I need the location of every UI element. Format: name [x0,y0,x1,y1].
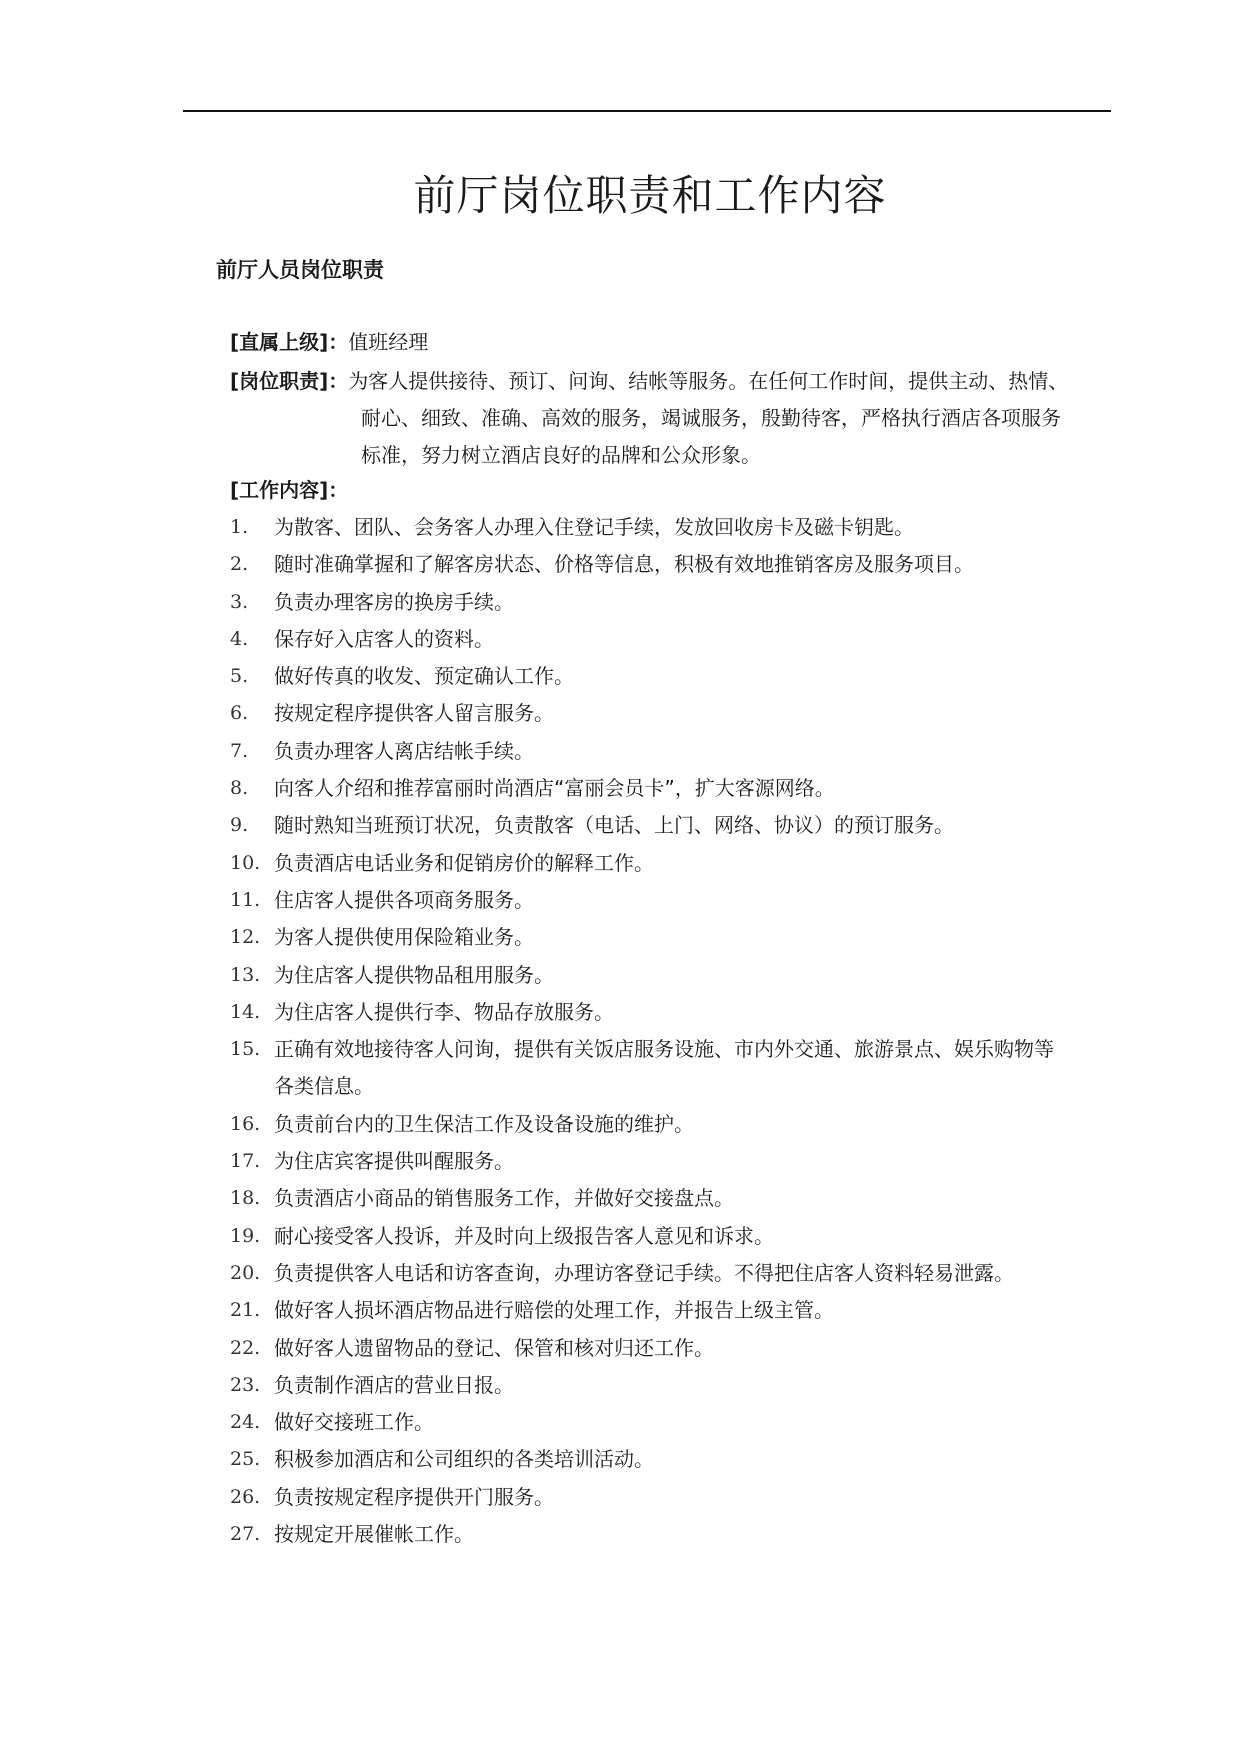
work-item-number: 8. [230,777,249,800]
work-item [230,1330,1054,1367]
job-duties-first-line [230,363,1068,400]
work-item-text: 为散客、团队、会务客人办理入住登记手续，发放回收房卡及磁卡钥匙。 [274,515,914,539]
work-item-number: 11. [230,888,261,911]
work-item [230,1479,1054,1516]
work-item-number: 25. [230,1448,261,1471]
work-item-number: 27. [230,1523,261,1546]
job-duties-block [230,363,1068,474]
work-item-number: 10. [230,851,261,874]
work-item-number: 4. [230,627,249,650]
work-item [230,733,1054,770]
work-item-text-continued: 各类信息。 [274,1074,374,1099]
work-item-number: 21. [230,1299,261,1322]
work-item-number: 9. [230,814,249,837]
work-item-number: 7. [230,739,249,762]
work-item-text: 做好客人损坏酒店物品进行赔偿的处理工作，并报告上级主管。 [274,1298,834,1323]
work-item-text: 负责前台内的卫生保洁工作及设备设施的维护。 [274,1111,694,1136]
header-rule [183,110,1111,112]
work-item-number: 2. [230,553,249,576]
work-item [230,1255,1054,1292]
work-item-text: 负责酒店电话业务和促销房价的解释工作。 [274,850,654,875]
work-item [230,957,1054,994]
work-item-text: 做好传真的收发、预定确认工作。 [274,664,574,689]
work-item [230,1106,1054,1143]
work-item-number: 6. [230,702,249,725]
work-item [230,1367,1054,1404]
work-item [230,1404,1054,1441]
work-item-number: 3. [230,590,249,613]
work-item-text: 耐心接受客人投诉，并及时向上级报告客人意见和诉求。 [274,1223,774,1248]
work-item-text: 随时熟知当班预订状况，负责散客（电话、上门、网络、协议）的预订服务。 [274,813,954,838]
work-item [230,919,1054,956]
work-item-number: 12. [230,926,261,949]
work-item [230,994,1054,1031]
work-item [230,1031,1054,1106]
work-item-number: 16. [230,1112,261,1135]
work-item-text: 随时准确掌握和了解客房状态、价格等信息，积极有效地推销客房及服务项目。 [274,552,974,577]
document-title: 前厅岗位职责和工作内容 [413,171,887,220]
work-item-text: 为住店宾客提供叫醒服务。 [274,1149,514,1174]
work-item [230,845,1054,882]
work-item [230,509,1054,546]
work-item-text: 按规定程序提供客人留言服务。 [274,701,554,726]
work-item [230,807,1054,844]
work-item-text: 负责按规定程序提供开门服务。 [274,1484,554,1509]
work-item-number: 22. [230,1336,261,1359]
work-content-row [230,472,348,509]
work-item [230,658,1054,695]
job-duties-text-line-1: 为客人提供接待、预订、问询、结帐等服务。在任何工作时间，提供主动、热情、 [348,369,1069,393]
work-item-number: 23. [230,1373,261,1396]
work-item-text: 为住店客人提供物品租用服务。 [274,962,554,987]
work-item-number: 18. [230,1187,261,1210]
work-item-text: 正确有效地接待客人问询，提供有关饭店服务设施、市内外交通、旅游景点、娱乐购物等 [274,1037,1054,1062]
job-duties-text-line-2: 耐心、细致、准确、高效的服务，竭诚服务，殷勤待客，严格执行酒店各项服务 [361,406,1061,430]
work-item [230,621,1054,658]
work-item-text: 做好客人遗留物品的登记、保管和核对归还工作。 [274,1335,714,1360]
work-item [230,1143,1054,1180]
work-item [230,584,1054,621]
work-item [230,695,1054,732]
work-item [230,882,1054,919]
work-item-number: 17. [230,1150,261,1173]
work-item [230,1441,1054,1478]
work-content-label: [工作内容]： [230,478,349,502]
work-item [230,1516,1054,1553]
work-item-number: 5. [230,665,249,688]
work-item-text: 为客人提供使用保险箱业务。 [274,925,534,950]
work-item [230,1180,1054,1217]
work-item [230,546,1054,583]
work-item-text: 按规定开展催帐工作。 [274,1522,474,1547]
work-item-text: 负责提供客人电话和访客查询，办理访客登记手续。不得把住店客人资料轻易泄露。 [274,1260,1014,1285]
work-item-number: 19. [230,1224,261,1247]
work-item-text: 负责办理客人离店结帐手续。 [274,738,534,763]
work-item-text: 保存好入店客人的资料。 [274,626,494,651]
work-content-list [230,509,1054,1553]
work-item-number: 13. [230,963,261,986]
job-duties-label: [岗位职责]： [230,369,349,393]
work-item-text: 住店客人提供各项商务服务。 [274,887,534,912]
work-item-text: 负责酒店小商品的销售服务工作，并做好交接盘点。 [274,1186,734,1211]
work-item-text: 积极参加酒店和公司组织的各类培训活动。 [274,1447,654,1472]
job-duties-text-line-3: 标准，努力树立酒店良好的品牌和公众形象。 [361,443,761,467]
work-item [230,770,1054,807]
work-item-text: 向客人介绍和推荐富丽时尚酒店“富丽会员卡”，扩大客源网络。 [274,776,835,801]
work-item-text: 负责制作酒店的营业日报。 [274,1372,514,1397]
work-item-text: 做好交接班工作。 [274,1410,434,1435]
work-item [230,1292,1054,1329]
section-heading: 前厅人员岗位职责 [216,258,384,282]
work-item-number: 26. [230,1485,261,1508]
work-item-number: 24. [230,1411,261,1434]
work-item [230,1218,1054,1255]
work-item-number: 20. [230,1261,261,1284]
work-item-number: 14. [230,1000,261,1023]
direct-superior-row [230,324,428,361]
direct-superior-value: 值班经理 [348,330,429,354]
work-item-text: 为住店客人提供行李、物品存放服务。 [274,999,614,1024]
work-item-text: 负责办理客房的换房手续。 [274,589,514,614]
work-item-number: 15. [230,1038,261,1061]
direct-superior-label: [直属上级]： [230,330,349,354]
work-item-number: 1. [230,516,249,538]
